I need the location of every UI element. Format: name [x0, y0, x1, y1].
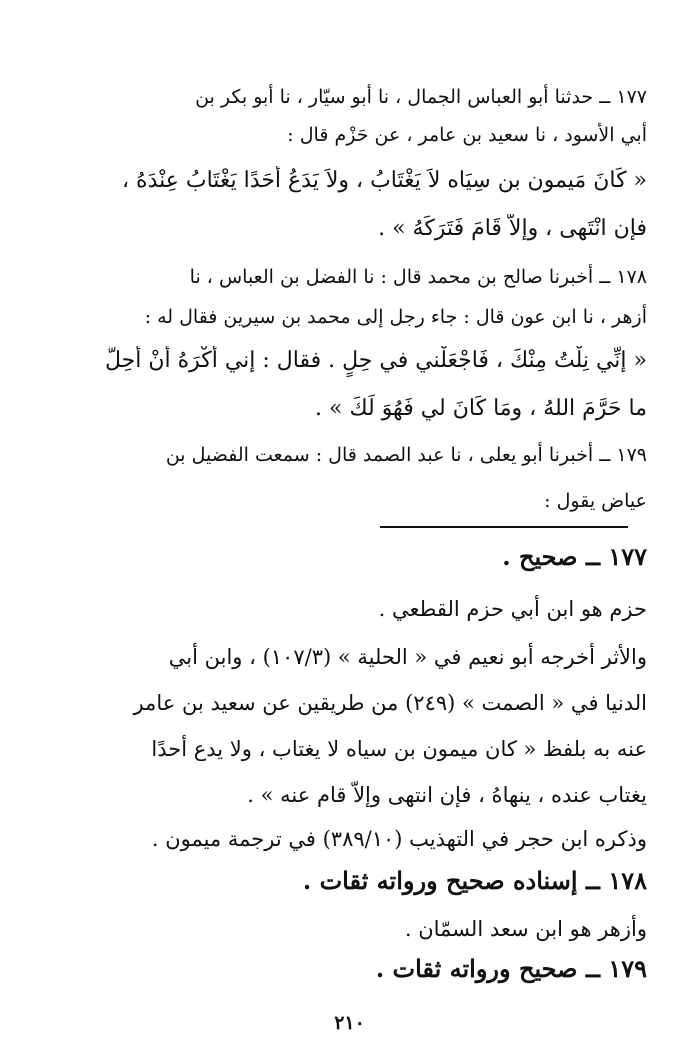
text-line: عياض يقول :	[544, 490, 647, 512]
note-line: والأثر أخرجه أبو نعيم في « الحلية » (١٠٧/٣) ، وابن أبي	[168, 645, 647, 669]
note-line: عنه به بلفظ « كان ميمون بن سياه لا يغتاب ، ولا يدع أحدًا	[151, 737, 647, 761]
text-line: « كَانَ مَيمون بن سِيَاه لاَ يَغْتَابُ ، ولاَ يَدَعُ أَحَدًا يَغْتَابُ عِنْدَهُ ،	[121, 168, 647, 193]
note-heading-178: ١٧٨ ــ إسناده صحيح ورواته ثقات .	[302, 866, 647, 895]
text-line: ١٧٩ ــ أخبرنا أبو يعلى ، نا عبد الصمد قال : سمعت الفضيل بن	[165, 444, 647, 466]
note-line: حزم هو ابن أبي حزم القطعي .	[378, 597, 647, 621]
text-line: فإن انْتَهى ، وإلاَّ قَامَ فَتَرَكَهُ » .	[378, 216, 647, 241]
text-line: « إنِّي نِلْتُ مِنْكَ ، فَاجْعَلْني في حِلٍ . فقال : إني أَكْرَهُ أَنْ أُحِلَّ	[104, 348, 647, 373]
note-line: الدنيا في « الصمت » (٢٤٩) من طريقين عن سعيد بن عامر	[133, 691, 647, 715]
note-line: يغتاب عنده ، ينهاهُ ، فإن انتهى وإلاّ قام عنه » .	[247, 783, 647, 807]
note-line: وأزهر هو ابن سعد السمّان .	[404, 917, 647, 941]
text-line: ١٧٨ ــ أخبرنا صالح بن محمد قال : نا الفضل بن العباس ، نا	[189, 266, 647, 288]
note-heading-177: ١٧٧ ــ صحيح .	[502, 542, 647, 571]
text-line: ما حَرَّمَ اللهُ ، ومَا كَانَ لي فَهُوَ لَكَ » .	[315, 396, 647, 421]
footnote-divider	[380, 526, 628, 528]
note-line: وذكره ابن حجر في التهذيب (٣٨٩/١٠) في ترجمة ميمون .	[151, 827, 647, 851]
text-line: أبي الأسود ، نا سعيد بن عامر ، عن حَزْم قال :	[287, 124, 647, 146]
text-line: ١٧٧ ــ حدثنا أبو العباس الجمال ، نا أبو سيّار ، نا أبو بكر بن	[195, 86, 647, 108]
text-line: أزهر ، نا ابن عون قال : جاء رجل إلى محمد بن سيرين فقال له :	[144, 306, 647, 328]
page-number: ٢١٠	[334, 1012, 365, 1034]
note-heading-179: ١٧٩ ــ صحيح ورواته ثقات .	[375, 954, 647, 983]
